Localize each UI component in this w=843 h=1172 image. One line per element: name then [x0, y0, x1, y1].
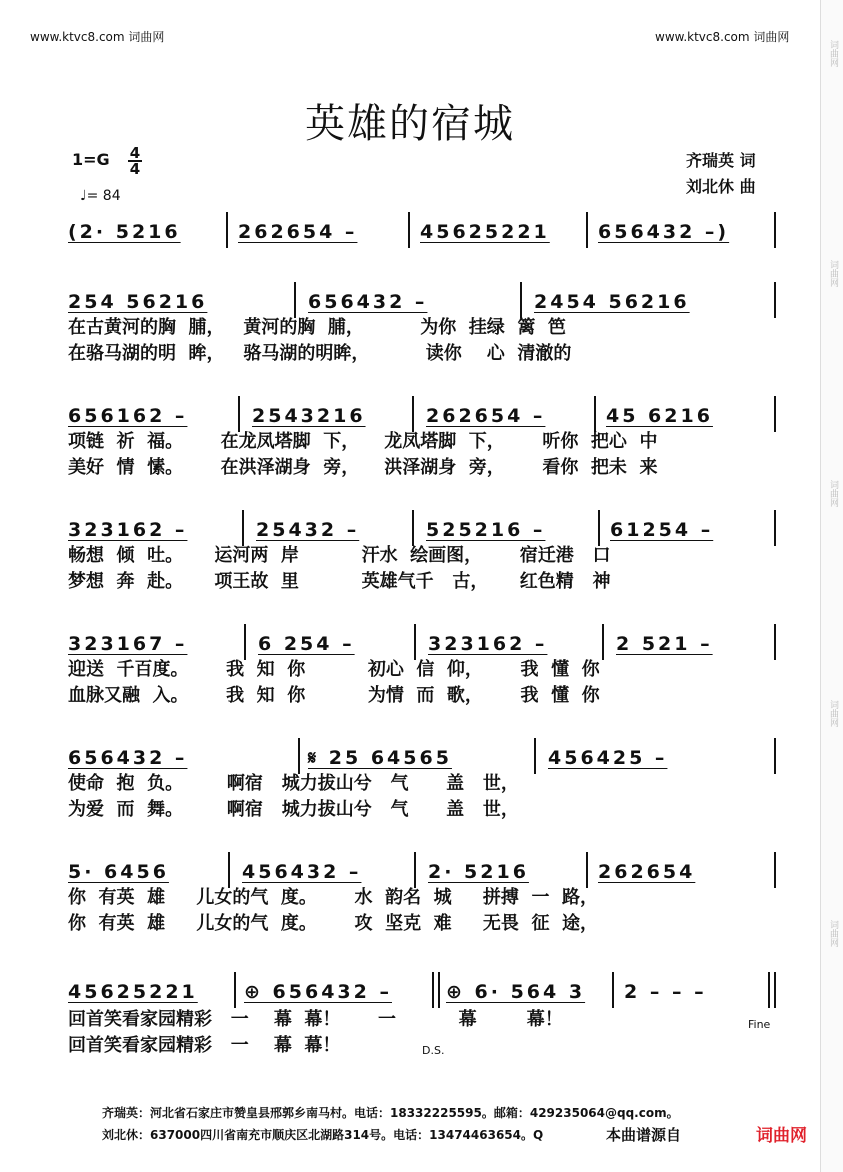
source-label: 本曲谱源自: [606, 1126, 682, 1144]
lyrics-verse-2: 血脉又融 入。 我 知 你 为情 而 歌， 我 懂 你: [68, 685, 600, 706]
measure: 𝄋 25 64565: [308, 747, 452, 769]
measure: 323162 –: [428, 633, 548, 655]
lyrics-verse-1: 回首笑看家园精彩 一 幕 幕！ 一 幕 幕！: [68, 1009, 563, 1030]
lyrics-verse-1: 迎送 千百度。 我 知 你 初心 信 仰， 我 懂 你: [68, 659, 600, 680]
notes-line: [68, 288, 778, 316]
lyrics-verse-2: 梦想 奔 赴。 项王故 里 英雄气千 古， 红色精 神: [68, 571, 611, 592]
side-watermark: 词曲网: [828, 700, 838, 727]
final-barline: [774, 972, 776, 1008]
measure: 45625221: [420, 221, 550, 243]
measure: 323162 –: [68, 519, 188, 541]
lyricist: 齐瑞英 词: [686, 151, 756, 170]
barline: [586, 212, 588, 248]
measure: (2· 5216: [68, 221, 181, 243]
measure: 456425 –: [548, 747, 668, 769]
final-barline: [432, 972, 434, 1008]
barline: [412, 396, 414, 432]
barline: [408, 212, 410, 248]
notes-line: [68, 630, 778, 658]
barline: [228, 852, 230, 888]
barline: [774, 510, 776, 546]
side-watermark-strip: [820, 0, 843, 1172]
measure: 656432 –: [68, 747, 188, 769]
barline: [414, 624, 416, 660]
barline: [534, 738, 536, 774]
barline: [774, 852, 776, 888]
measure: 61254 –: [610, 519, 714, 541]
lyrics-verse-1: 在古黄河的胸 脯， 黄河的胸 脯， 为你 挂绿 篱 笆: [68, 317, 566, 338]
side-watermark: 词曲网: [828, 920, 838, 947]
barline: [774, 212, 776, 248]
song-title: 英雄的宿城: [305, 101, 515, 147]
measure: 2· 5216: [428, 861, 529, 883]
barline: [774, 738, 776, 774]
fine-mark: Fine: [748, 1018, 771, 1031]
notes-line: [68, 858, 778, 886]
side-watermark: 词曲网: [828, 480, 838, 507]
tempo-marking: ♩= 84: [80, 188, 121, 204]
measure: 2543216: [252, 405, 366, 427]
lyrics-verse-2: 在骆马湖的明 眸， 骆马湖的明眸， 读你 心 清澈的: [68, 343, 572, 364]
lyrics-verse-1: 使命 抱 负。 啊宿 城力拔山兮 气 盖 世，: [68, 773, 519, 794]
measure: 25432 –: [256, 519, 360, 541]
composer: 刘北休 曲: [686, 177, 756, 196]
notes-line: [68, 978, 778, 1006]
lyrics-verse-2: 你 有英 雄 儿女的气 度。 攻 坚克 难 无畏 征 途，: [68, 913, 598, 934]
notes-line: [68, 516, 778, 544]
measure: 656432 –: [308, 291, 428, 313]
measure: 656432 –): [598, 221, 730, 243]
measure: 262654 –: [426, 405, 546, 427]
brand-logo: 词曲网: [756, 1126, 807, 1146]
final-barline: [438, 972, 440, 1008]
side-watermark: 词曲网: [828, 260, 838, 287]
measure: 262654: [598, 861, 696, 883]
lyrics-verse-1: 项链 祈 福。 在龙凤塔脚 下， 龙凤塔脚 下， 听你 把心 中: [68, 431, 658, 452]
measure: 262654 –: [238, 221, 358, 243]
barline: [298, 738, 300, 774]
time-signature: 4 4: [129, 144, 141, 178]
notes-line: [68, 218, 778, 246]
barline: [234, 972, 236, 1008]
measure: 456432 –: [242, 861, 362, 883]
side-watermark: 词曲网: [828, 40, 838, 67]
contact-lyricist: 齐瑞英：河北省石家庄市赞皇县邢郭乡南马村。电话：18332225595。邮箱：429235064@qq.com。: [102, 1106, 679, 1120]
measure: 254 56216: [68, 291, 208, 313]
measure: 525216 –: [426, 519, 546, 541]
key-signature: 1=G: [72, 150, 110, 169]
barline: [412, 510, 414, 546]
ds-mark: D.S.: [422, 1044, 445, 1057]
barline: [598, 510, 600, 546]
lyrics-verse-1: 你 有英 雄 儿女的气 度。 水 韵名 城 拼搏 一 路，: [68, 887, 598, 908]
barline: [520, 282, 522, 318]
barline: [414, 852, 416, 888]
measure: 323167 –: [68, 633, 188, 655]
barline: [774, 624, 776, 660]
watermark-top-right: www.ktvc8.com 词曲网: [655, 30, 790, 44]
lyrics-verse-2: 回首笑看家园精彩 一 幕 幕！: [68, 1035, 341, 1056]
measure: ⊕ 6· 564 3: [446, 981, 586, 1003]
notes-line: [68, 402, 778, 430]
barline: [294, 282, 296, 318]
contact-composer: 刘北休：637000四川省南充市顺庆区北湖路314号。电话：13474463654。Q: [102, 1128, 544, 1142]
lyrics-verse-2: 美好 情 愫。 在洪泽湖身 旁， 洪泽湖身 旁， 看你 把未 来: [68, 457, 658, 478]
barline: [612, 972, 614, 1008]
measure: 2 521 –: [616, 633, 713, 655]
barline: [586, 852, 588, 888]
measure: 45 6216: [606, 405, 713, 427]
final-barline: [768, 972, 770, 1008]
barline: [226, 212, 228, 248]
barline: [774, 396, 776, 432]
measure: 2 – – –: [624, 981, 707, 1003]
barline: [774, 282, 776, 318]
barline: [242, 510, 244, 546]
watermark-top-left: www.ktvc8.com 词曲网: [30, 30, 165, 44]
lyrics-verse-2: 为爱 而 舞。 啊宿 城力拔山兮 气 盖 世，: [68, 799, 519, 820]
measure: 5· 6456: [68, 861, 169, 883]
lyrics-verse-1: 畅想 倾 吐。 运河两 岸 汗水 绘画图， 宿迁港 口: [68, 545, 611, 566]
barline: [602, 624, 604, 660]
barline: [244, 624, 246, 660]
barline: [238, 396, 240, 432]
measure: 2454 56216: [534, 291, 690, 313]
barline: [594, 396, 596, 432]
notes-line: [68, 744, 778, 772]
measure: 656162 –: [68, 405, 188, 427]
measure: 6 254 –: [258, 633, 355, 655]
measure: ⊕ 656432 –: [244, 981, 392, 1003]
measure: 45625221: [68, 981, 198, 1003]
